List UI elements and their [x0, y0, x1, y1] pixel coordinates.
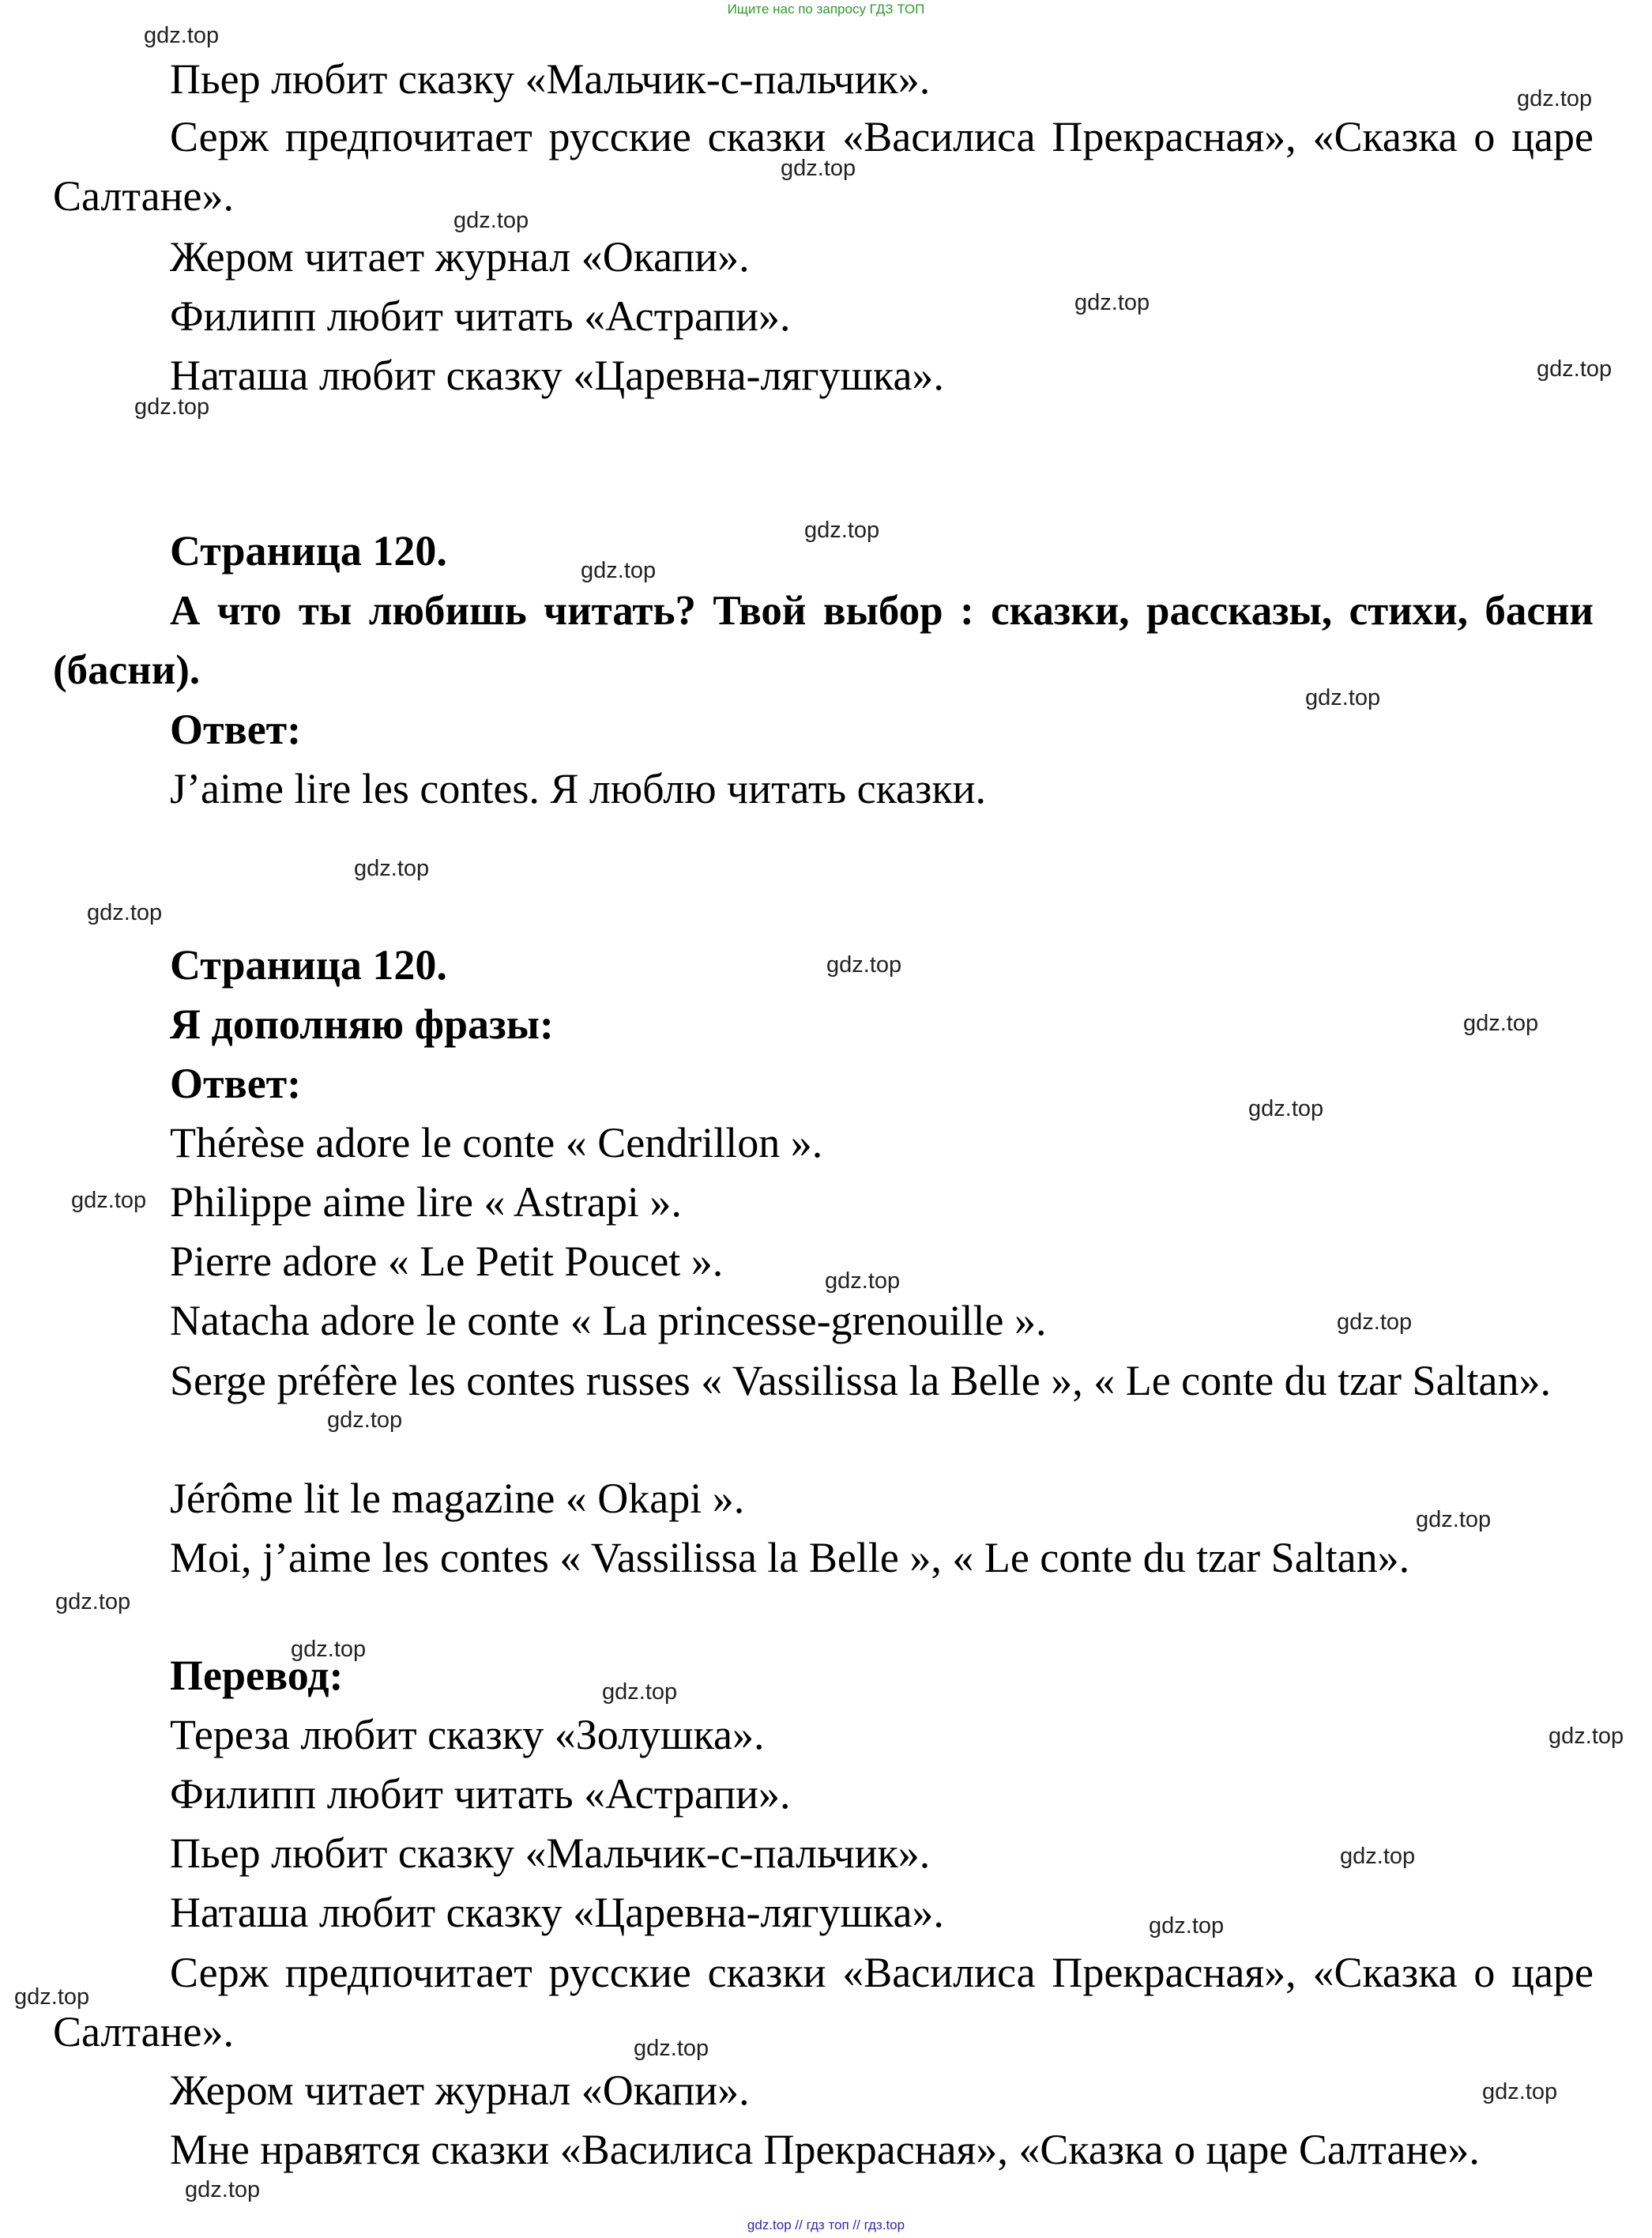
text-line: Наташа любит сказку «Царевна-лягушка».: [170, 352, 944, 399]
watermark: gdz.top: [291, 1637, 367, 1662]
task-text: А что ты любишь читать? Твой выбор : сказки, рассказы, стихи, басни (басни).: [53, 588, 1594, 693]
watermark: gdz.top: [1340, 1844, 1416, 1869]
watermark: gdz.top: [14, 1984, 90, 2010]
translation-line: Жером читает журнал «Окапи».: [170, 2067, 750, 2114]
answer-line: Philippe aime lire « Astrapi ».: [170, 1178, 682, 1226]
answer-line: Moi, j’aime les contes « Vassilissa la Belle », « Le conte du tzar Saltan».: [170, 1534, 1410, 1581]
watermark: gdz.top: [804, 518, 880, 543]
watermark: gdz.top: [1305, 685, 1381, 710]
text-line: Филипп любит читать «Астрапи».: [170, 292, 791, 340]
translation-paragraph: Серж предпочитает русские сказки «Василиса Прекрасная», «Сказка о царе Салтане».: [53, 1949, 1594, 2055]
translation-line: Филипп любит читать «Астрапи».: [170, 1770, 791, 1818]
answer-text: J’aime lire les contes. Я люблю читать сказки.: [170, 765, 986, 812]
watermark: gdz.top: [1337, 1309, 1413, 1335]
watermark: gdz.top: [602, 1679, 678, 1705]
watermark: gdz.top: [144, 23, 220, 48]
top-banner: Ищите нас по запросу ГДЗ ТОП: [727, 2, 925, 17]
watermark: gdz.top: [185, 2177, 261, 2202]
translation-line: Мне нравятся сказки «Василиса Прекрасная», «Сказка о царе Салтане».: [170, 2126, 1480, 2173]
watermark: gdz.top: [55, 1589, 131, 1614]
watermark: gdz.top: [1074, 290, 1150, 315]
answer-label: Ответ:: [170, 1060, 302, 1107]
watermark: gdz.top: [354, 856, 430, 881]
watermark: gdz.top: [327, 1407, 403, 1433]
watermark: gdz.top: [1463, 1011, 1539, 1036]
bottom-banner: gdz.top // гдз топ // гдз.top: [747, 2217, 905, 2232]
watermark: gdz.top: [134, 394, 210, 420]
watermark: gdz.top: [1416, 1507, 1492, 1532]
watermark: gdz.top: [453, 208, 529, 233]
watermark: gdz.top: [1248, 1096, 1324, 1121]
section-heading: Страница 120.: [170, 527, 447, 575]
answer-label: Ответ:: [170, 706, 302, 753]
text-paragraph: Серж предпочитает русские сказки «Василиса Прекрасная», «Сказка о царе Салтане».: [53, 113, 1594, 220]
answer-line: Pierre adore « Le Petit Poucet ».: [170, 1238, 724, 1285]
watermark: gdz.top: [1537, 356, 1612, 382]
answer-line: Natacha adore le conte « La princesse-grenouille ».: [170, 1297, 1047, 1344]
answer-line: Thérèse adore le conte « Cendrillon ».: [170, 1119, 823, 1166]
watermark: gdz.top: [581, 558, 657, 583]
translation-line: Пьер любит сказку «Мальчик-с-пальчик».: [170, 1829, 931, 1877]
watermark: gdz.top: [71, 1188, 147, 1213]
answer-paragraph: Serge préfère les contes russes « Vassilissa la Belle », « Le conte du tzar Saltan».: [170, 1357, 1552, 1404]
translation-line: Наташа любит сказку «Царевна-лягушка».: [170, 1889, 944, 1936]
section-heading: Страница 120.: [170, 941, 447, 989]
text-line: Пьер любит сказку «Мальчик-с-пальчик».: [170, 55, 931, 103]
watermark: gdz.top: [1149, 1913, 1225, 1938]
watermark: gdz.top: [825, 1268, 901, 1294]
translation-line: Тереза любит сказку «Золушка».: [170, 1711, 765, 1758]
watermark: gdz.top: [781, 156, 856, 181]
answer-line: Jérôme lit le magazine « Okapi ».: [170, 1475, 745, 1522]
watermark: gdz.top: [1549, 1724, 1624, 1749]
watermark: gdz.top: [1482, 2079, 1558, 2104]
task-text: Я дополняю фразы:: [170, 1000, 554, 1048]
watermark: gdz.top: [87, 900, 163, 925]
watermark: gdz.top: [1517, 86, 1593, 111]
watermark: gdz.top: [826, 952, 902, 978]
watermark: gdz.top: [634, 2036, 709, 2061]
translation-label: Перевод:: [170, 1652, 344, 1699]
text-line: Жером читает журнал «Окапи».: [170, 233, 750, 281]
